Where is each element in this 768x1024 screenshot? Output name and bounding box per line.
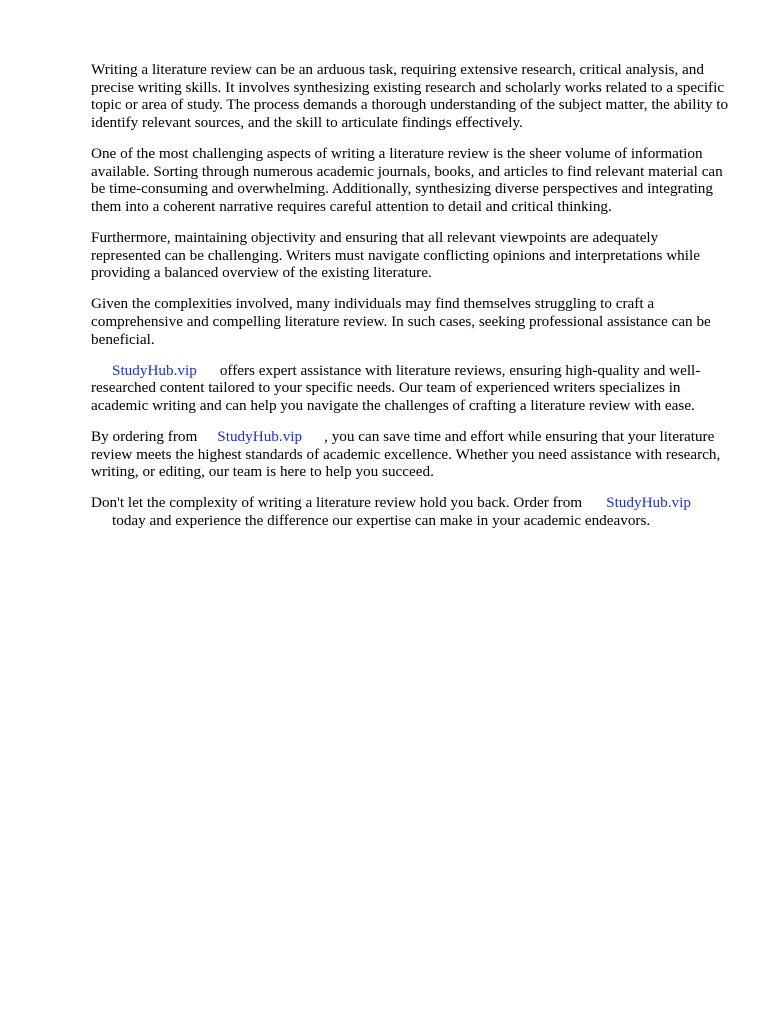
paragraph-closing-lead: Don't let the complexity of writing a literature review hold you back. Order from [91, 494, 583, 512]
document-body [91, 61, 731, 543]
paragraph-challenges: One of the most challenging aspects of writing a literature review is the sheer volume of information available. Sorting through numerous academic journals, books, and articles to find relevant material can be time-consuming and overwhelming. Additionally, synthesizing diverse perspectives and integrating them into a coherent narrative requires careful attention to detail and critical thinking. [91, 144, 723, 215]
paragraph-ordering-lead: By ordering from [91, 428, 198, 446]
paragraph-closing [91, 494, 731, 529]
paragraph-objectivity: Furthermore, maintaining objectivity and ensuring that all relevant viewpoints are adequately represented can be challenging. Writers must navigate conflicting opinions and interpretations while providing a balanced overview of the existing literature. [91, 228, 700, 282]
paragraph-offer-text: offers expert assistance with literature reviews, ensuring high-quality and well-researched content tailored to your specific needs. Our team of experienced writers specializes in academic writing and can help you navigate the challenges of crafting a literature review with ease. [91, 361, 701, 414]
paragraph-closing-text: today and experience the difference our expertise can make in your academic endeavors. [112, 512, 651, 530]
paragraph-intro: Writing a literature review can be an arduous task, requiring extensive research, critical analysis, and precise writing skills. It involves synthesizing existing research and scholarly works related to a specific topic or area of study. The process demands a thorough understanding of the subject matter, the ability to identify relevant sources, and the skill to articulate findings effectively. [91, 61, 729, 131]
paragraph-ordering [91, 428, 731, 481]
studyhub-link[interactable]: StudyHub.vip [217, 428, 303, 446]
paragraph-offer [91, 362, 731, 415]
studyhub-link[interactable]: StudyHub.vip [112, 361, 197, 379]
studyhub-link[interactable]: StudyHub.vip [606, 494, 691, 512]
paragraph-complexities: Given the complexities involved, many individuals may find themselves struggling to craft a comprehensive and compelling literature review. In such cases, seeking professional assistance can be beneficial. [91, 295, 711, 348]
paragraph-ordering-text: , you can save time and effort while ensuring that your literature review meets the highest standards of academic excellence. Whether you need assistance with research, writing, or editing, our team is here to help you succeed. [91, 428, 721, 481]
